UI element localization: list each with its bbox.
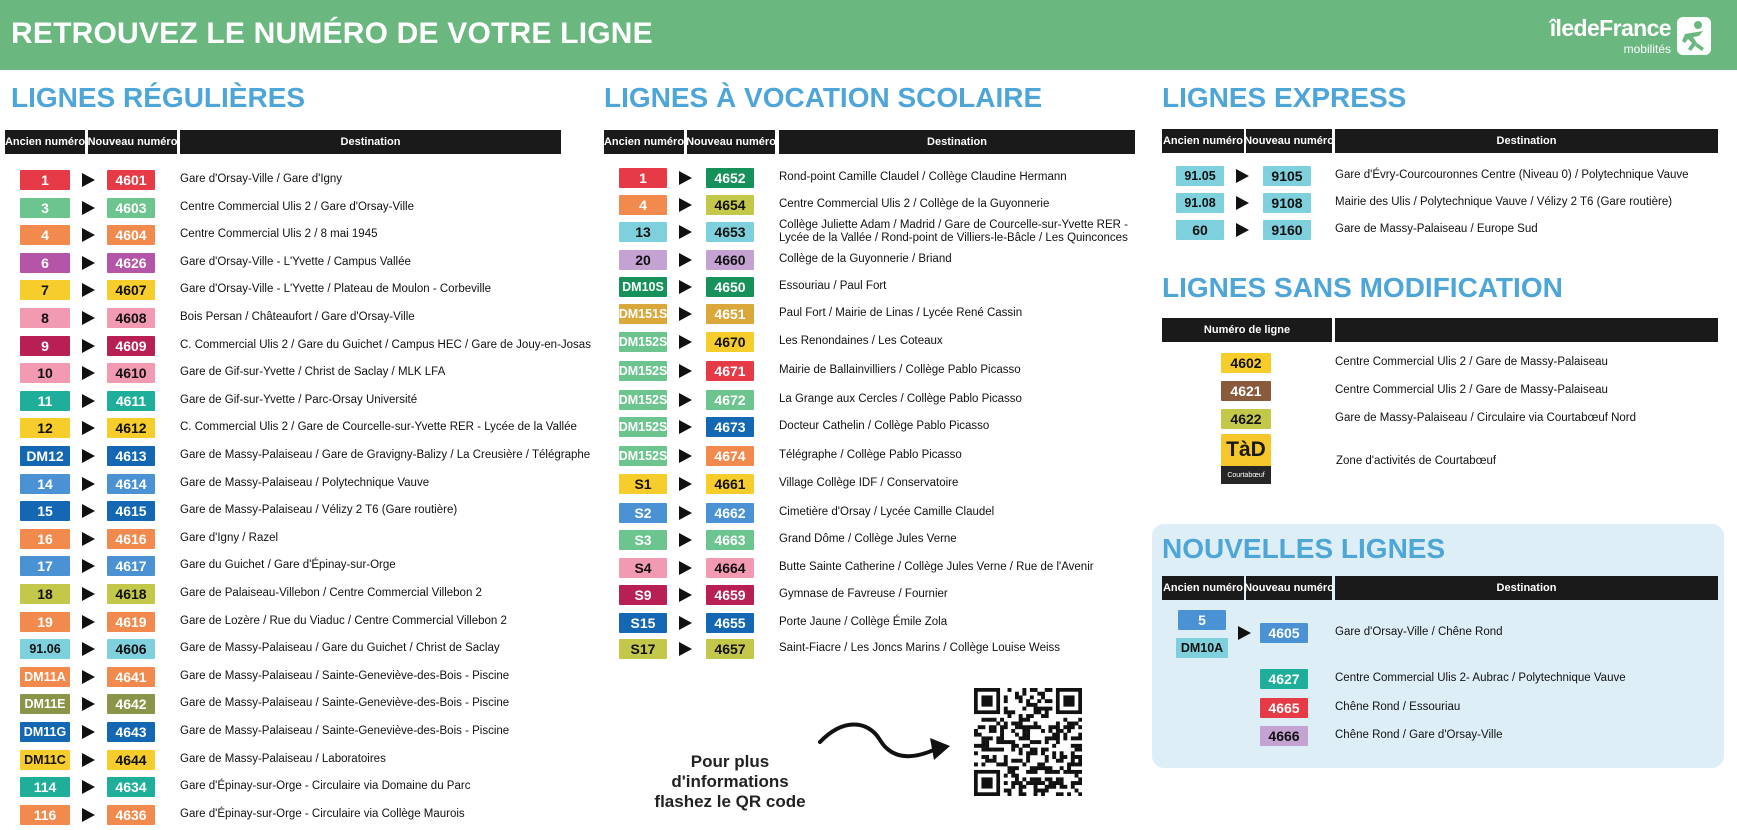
old-line-badge: 13	[619, 222, 667, 242]
section-title-sans-modification: LIGNES SANS MODIFICATION	[1162, 272, 1563, 303]
old-line-badge: 8	[20, 308, 70, 328]
old-line-badge: 4	[20, 225, 70, 245]
destination-text: Télégraphe / Collège Pablo Picasso	[779, 449, 962, 461]
table-row	[0, 803, 600, 827]
tad-label: TàD	[1221, 434, 1271, 466]
destination-text: Centre Commercial Ulis 2 / 8 mai 1945	[180, 228, 378, 241]
old-line-badge: S1	[619, 474, 667, 494]
new-line-badge: 4634	[107, 777, 155, 797]
arrow-right-icon	[1236, 196, 1249, 210]
brand-name: îledeFrance	[1549, 15, 1671, 41]
section-title-express: LIGNES EXPRESS	[1162, 82, 1407, 113]
destination-text: Gare du Guichet / Gare d'Épinay-sur-Orge	[180, 559, 396, 572]
new-line-badge: 4653	[706, 222, 754, 242]
old-line-badge: S4	[619, 558, 667, 578]
old-line-badge: 10	[20, 363, 70, 383]
new-line-badge: 4612	[107, 418, 155, 438]
arrow-right-icon	[82, 753, 95, 767]
brand-logo	[1550, 17, 1711, 57]
new-line-badge: 4611	[107, 391, 155, 411]
new-line-badge: 4613	[107, 446, 155, 466]
old-line-badge: 6	[20, 253, 70, 273]
destination-text: Cimetière d'Orsay / Lycée Camille Claudel	[779, 506, 995, 518]
new-line-badge: 4655	[706, 613, 754, 633]
destination-text: Gare de Massy-Palaiseau / Sainte-Geneviève-des-Bois - Piscine	[180, 669, 510, 682]
old-line-badge: 14	[20, 474, 70, 494]
destination-text: Gare d'Igny / Razel	[180, 531, 279, 544]
new-line-badge: 4603	[107, 198, 155, 218]
header-bar	[0, 0, 1737, 70]
old-line-badge: DM11C	[20, 750, 70, 770]
col-header-destination: Destination	[1335, 576, 1718, 600]
table-row	[0, 667, 1737, 691]
new-line-badge: 4670	[706, 332, 754, 352]
old-line-badge: 91.08	[1176, 193, 1224, 213]
destination-text: Docteur Cathelin / Collège Pablo Picasso	[779, 420, 990, 432]
new-line-badge: 4659	[706, 585, 754, 605]
arrow-right-icon	[1236, 169, 1249, 183]
old-line-badge: 20	[619, 250, 667, 270]
destination-text: Gare d'Orsay-Ville - L'Yvette / Plateau de Moulon - Corbeville	[180, 283, 491, 296]
destination-text: Les Renondaines / Les Coteaux	[779, 335, 943, 347]
new-line-badge: 4672	[706, 390, 754, 410]
table-row	[0, 351, 1737, 375]
new-line-badge: 9160	[1263, 220, 1311, 240]
old-line-badge: 15	[20, 501, 70, 521]
col-header-nouveau: Nouveau numéro	[1246, 576, 1332, 600]
new-line-badge: 4615	[107, 501, 155, 521]
old-line-badge: 12	[20, 418, 70, 438]
new-line-badge: 4617	[107, 556, 155, 576]
new-line-badge: 4662	[706, 503, 754, 523]
section-title-regulieres: LIGNES RÉGULIÈRES	[11, 82, 306, 113]
new-line-badge: 4606	[107, 639, 155, 659]
old-line-badge: S2	[619, 503, 667, 523]
new-line-badge: 4661	[706, 474, 754, 494]
destination-text: Gare de Massy-Palaiseau / Sainte-Geneviève-des-Bois - Piscine	[180, 697, 510, 710]
section-title-nouvelles: NOUVELLES LIGNES	[1162, 533, 1446, 564]
destination-text: Gare d'Orsay-Ville / Chêne Rond	[1335, 626, 1503, 638]
section-title-scolaire: LIGNES À VOCATION SCOLAIRE	[604, 82, 1043, 113]
arrow-right-icon	[679, 506, 692, 520]
col-header-numero: Numéro de ligne	[1162, 318, 1332, 342]
qr-code-icon[interactable]	[974, 688, 1082, 796]
new-line-badge: 4674	[706, 446, 754, 466]
new-line-badge: 9105	[1263, 166, 1311, 186]
old-line-badge: DM10S	[619, 277, 667, 297]
old-line-badge: DM152S	[619, 417, 667, 437]
old-line-badge: DM151S	[619, 304, 667, 324]
old-line-badge: 91.05	[1176, 166, 1224, 186]
destination-text: Gare de Lozère / Rue du Viaduc / Centre Commercial Villebon 2	[180, 614, 507, 627]
arrow-right-icon	[82, 780, 95, 794]
table-row	[0, 191, 1737, 215]
new-line-badge: 4636	[107, 805, 155, 825]
destination-text: Mairie des Ulis / Polytechnique Vauve / Vélizy 2 T6 (Gare routière)	[1335, 196, 1673, 208]
old-line-badge: 19	[20, 612, 70, 632]
tad-destination: Zone d'activités de Courtabœuf	[1336, 455, 1497, 467]
new-line-badge: 4643	[107, 722, 155, 742]
destination-text: Bois Persan / Châteaufort / Gare d'Orsay-Ville	[180, 311, 415, 323]
arrow-right-icon	[1236, 223, 1249, 237]
destination-text: Gare d'Orsay-Ville - L'Yvette / Campus Vallée	[180, 255, 411, 268]
destination-text: Gare d'Orsay-Ville / Gare d'Igny	[180, 173, 343, 185]
curved-arrow-icon	[818, 722, 953, 767]
new-line-badge: 4665	[1260, 698, 1308, 718]
destination-text: Centre Commercial Ulis 2 / Gare de Massy-Palaiseau	[1335, 356, 1608, 368]
old-line-badge: 3	[20, 198, 70, 218]
destination-text: Rond-point Camille Claudel / Collège Claudine Hermann	[779, 171, 1067, 183]
new-line-badge: 4660	[706, 250, 754, 270]
arrow-right-icon	[679, 477, 692, 491]
old-line-badge: 114	[20, 777, 70, 797]
new-line-badge: 4626	[107, 253, 155, 273]
col-header-destination: Destination	[779, 130, 1135, 154]
old-line-badge: 91.06	[20, 639, 70, 659]
destination-text: Saint-Fiacre / Les Joncs Marins / Collège Louise Weiss	[779, 642, 1061, 654]
destination-text: Centre Commercial Ulis 2- Aubrac / Polytechnique Vauve	[1335, 672, 1626, 684]
destination-text: Gare de Massy-Palaiseau / Laboratoires	[180, 752, 386, 765]
destination-text: Gare de Gif-sur-Yvette / Parc-Orsay Université	[180, 393, 418, 406]
table-row	[0, 748, 600, 772]
new-line-badge: 4654	[706, 195, 754, 215]
table-row	[0, 696, 1737, 720]
table-row	[0, 775, 600, 799]
destination-text: Chêne Rond / Essouriau	[1335, 701, 1461, 713]
old-line-badge: 116	[20, 805, 70, 825]
old-line-badge: 1	[619, 168, 667, 188]
old-line-badge: S9	[619, 585, 667, 605]
new-line-badge: 4642	[107, 694, 155, 714]
destination-text: Chêne Rond / Gare d'Orsay-Ville	[1335, 729, 1503, 741]
line-badge: 4622	[1221, 409, 1271, 429]
old-line-badge: 16	[20, 529, 70, 549]
col-header-nouveau: Nouveau numéro	[687, 130, 775, 154]
old-line-badge: DM11G	[20, 722, 70, 742]
col-header-ancien: Ancien numéro	[1162, 129, 1244, 153]
destination-text: Centre Commercial Ulis 2 / Collège de la Guyonnerie	[779, 198, 1050, 210]
old-line-badge: DM11A	[20, 667, 70, 687]
table-row	[0, 379, 1737, 403]
old-line-badge: DM152S	[619, 446, 667, 466]
old-line-badge: 7	[20, 280, 70, 300]
walking-person-icon	[1677, 17, 1711, 55]
line-badge: 4602	[1221, 353, 1271, 373]
destination-text: Gare de Massy-Palaiseau / Sainte-Geneviève-des-Bois - Piscine	[180, 725, 510, 737]
new-line-badge: 4610	[107, 363, 155, 383]
destination-text: Collège de la Guyonnerie / Briand	[779, 253, 952, 265]
new-line-badge: 4651	[706, 304, 754, 324]
destination-text: Centre Commercial Ulis 2 / Gare d'Orsay-Ville	[180, 200, 414, 213]
new-line-badge: 4641	[107, 667, 155, 687]
col-header-ancien: Ancien numéro	[604, 130, 684, 154]
col-header-destination-blank	[1335, 318, 1718, 342]
arrow-right-icon	[679, 335, 692, 349]
new-line-badge: 4604	[107, 225, 155, 245]
new-line-badge: 4627	[1260, 669, 1308, 689]
arrow-right-icon	[679, 307, 692, 321]
old-line-badge: DM152S	[619, 361, 667, 381]
table-row	[0, 621, 1737, 645]
destination-text: La Grange aux Cercles / Collège Pablo Picasso	[779, 393, 1022, 405]
destination-text: Porte Jaune / Collège Émile Zola	[779, 616, 948, 628]
new-line-badge: 4607	[107, 280, 155, 300]
new-line-badge: 4663	[706, 530, 754, 550]
old-line-badge: 60	[1176, 220, 1224, 240]
table-row	[0, 407, 1737, 431]
col-header-ancien: Ancien numéro	[1162, 576, 1244, 600]
destination-text: Centre Commercial Ulis 2 / Gare de Massy-Palaiseau	[1335, 384, 1608, 396]
old-line-badge: 9	[20, 336, 70, 356]
old-line-badge: 17	[20, 556, 70, 576]
destination-text: Village Collège IDF / Conservatoire	[779, 477, 959, 489]
old-line-badge: 5	[1178, 610, 1226, 630]
table-row	[0, 302, 1140, 326]
col-header-nouveau: Nouveau numéro	[1246, 129, 1332, 153]
destination-text: Gare d'Épinay-sur-Orge - Circulaire via Domaine du Parc	[180, 780, 471, 793]
qr-caption-line2: flashez le QR code	[654, 792, 806, 811]
old-line-badge: 11	[20, 391, 70, 411]
destination-text: Gare de Massy-Palaiseau / Europe Sud	[1335, 223, 1538, 235]
col-header-nouveau: Nouveau numéro	[88, 130, 177, 154]
destination-text: Gare d'Épinay-sur-Orge - Circulaire via Collège Maurois	[180, 807, 465, 820]
table-row	[0, 248, 1140, 272]
old-line-badge: DM152S	[619, 332, 667, 352]
tad-badge	[1221, 434, 1271, 484]
new-line-badge: 4652	[706, 168, 754, 188]
page-title: RETROUVEZ LE NUMÉRO DE VOTRE LIGNE	[11, 17, 653, 50]
line-badge: 4621	[1221, 381, 1271, 401]
destination-text: Grand Dôme / Collège Jules Verne	[779, 533, 957, 545]
brand-subname: mobilités	[1623, 42, 1671, 56]
old-line-badge: DM152S	[619, 390, 667, 410]
table-row	[0, 444, 1140, 468]
new-line-badge: 4616	[107, 529, 155, 549]
destination-text: Gare de Massy-Palaiseau / Vélizy 2 T6 (Gare routière)	[180, 504, 458, 517]
destination-text: Essouriau / Paul Fort	[779, 280, 887, 292]
col-header-destination: Destination	[1335, 129, 1718, 153]
destination-text: Paul Fort / Mairie de Linas / Lycée René Cassin	[779, 307, 1023, 319]
arrow-right-icon	[679, 280, 692, 294]
new-line-badge: 4609	[107, 336, 155, 356]
table-row	[0, 164, 1737, 188]
new-line-badge: 4666	[1260, 726, 1308, 746]
old-line-badge: 4	[619, 195, 667, 215]
qr-caption	[630, 752, 830, 812]
destination-text: Mairie de Ballainvilliers / Collège Pablo Picasso	[779, 364, 1021, 376]
new-line-badge: 4614	[107, 474, 155, 494]
destination-text: Gare de Massy-Palaiseau / Gare du Guichet / Christ de Saclay	[180, 642, 500, 655]
arrow-right-icon	[679, 561, 692, 575]
arrow-right-icon	[679, 253, 692, 267]
new-line-badge: 4650	[706, 277, 754, 297]
old-line-badge: S15	[619, 613, 667, 633]
table-row	[0, 501, 1140, 525]
new-line-badge: 4601	[107, 170, 155, 190]
table-row	[0, 583, 1140, 607]
destination-text: Gare de Palaiseau-Villebon / Centre Commercial Villebon 2	[180, 587, 482, 599]
tad-sublabel: Courtabœuf	[1221, 466, 1271, 484]
new-line-badge: 4605	[1260, 623, 1308, 643]
destination-text: Gymnase de Favreuse / Fournier	[779, 588, 948, 600]
new-line-badge: 9108	[1263, 193, 1311, 213]
qr-caption-line1: Pour plus d'informations	[671, 752, 789, 791]
old-line-badge: 18	[20, 584, 70, 604]
table-row	[0, 472, 1140, 496]
new-line-badge: 4608	[107, 308, 155, 328]
old-line-badge: S3	[619, 530, 667, 550]
new-line-badge: 4618	[107, 584, 155, 604]
old-line-badge: 1	[20, 170, 70, 190]
new-line-badge: 4671	[706, 361, 754, 381]
new-line-badge: 4673	[706, 417, 754, 437]
destination-text: Collège Juliette Adam / Madrid / Gare de Courcelle-sur-Yvette RER -	[779, 219, 1128, 231]
table-row	[0, 218, 1737, 242]
new-line-badge: 4619	[107, 612, 155, 632]
new-line-badge: 4664	[706, 558, 754, 578]
arrow-right-icon	[1238, 626, 1251, 640]
destination-text: Gare de Massy-Palaiseau / Circulaire via Courtabœuf Nord	[1335, 412, 1637, 424]
destination-text: Gare de Massy-Palaiseau / Gare de Gravigny-Balizy / La Creusière / Télégraphe	[180, 449, 591, 461]
new-line-badge: 4657	[706, 639, 754, 659]
table-row	[0, 275, 1140, 299]
old-line-badge: DM11E	[20, 694, 70, 714]
old-line-badge: DM12	[20, 446, 70, 466]
destination-text: C. Commercial Ulis 2 / Gare du Guichet / Campus HEC / Gare de Jouy-en-Josas	[180, 338, 591, 351]
destination-text: Butte Sainte Catherine / Collège Jules Verne / Rue de l'Avenir	[779, 561, 1094, 573]
col-header-destination: Destination	[180, 130, 561, 154]
destination-text: Gare de Gif-sur-Yvette / Christ de Saclay / MLK LFA	[180, 366, 446, 379]
arrow-right-icon	[679, 449, 692, 463]
table-row	[0, 528, 1140, 552]
new-line-badge: 4644	[107, 750, 155, 770]
col-header-ancien: Ancien numéro	[5, 130, 85, 154]
destination-text: Gare d'Évry-Courcouronnes Centre (Niveau 0) / Polytechnique Vauve	[1335, 169, 1689, 181]
table-row	[0, 556, 1140, 580]
destination-text: Gare de Massy-Palaiseau / Polytechnique Vauve	[180, 476, 430, 489]
old-line-badge: S17	[619, 639, 667, 659]
arrow-right-icon	[679, 533, 692, 547]
destination-text: C. Commercial Ulis 2 / Gare de Courcelle-sur-Yvette RER - Lycée de la Vallée	[180, 421, 577, 434]
arrow-right-icon	[82, 808, 95, 822]
destination-text-line2: Lycée de la Vallée / Rond-point de Villiers-le-Bâcle / Les Quinconces	[779, 232, 1128, 244]
old-line-badge: DM10A	[1176, 638, 1228, 658]
arrow-right-icon	[679, 588, 692, 602]
